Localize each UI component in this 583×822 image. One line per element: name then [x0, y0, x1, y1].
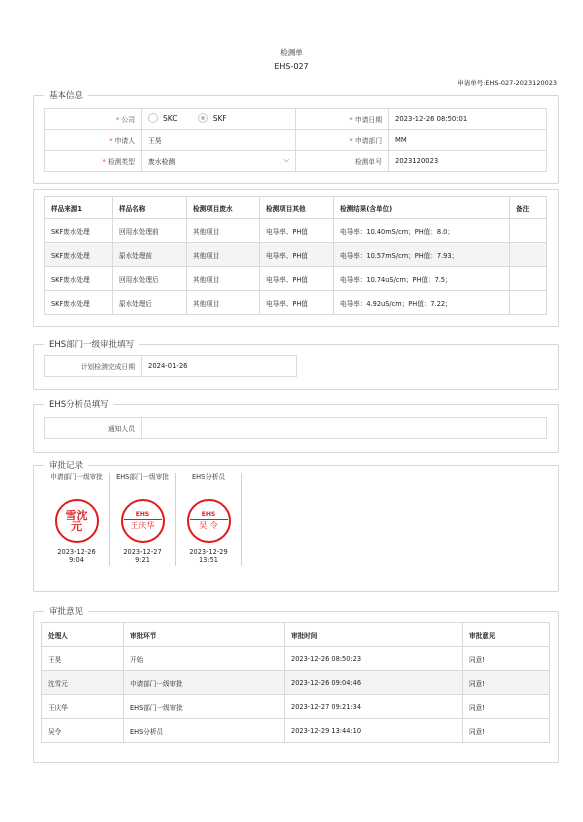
seal-char: 元 [71, 520, 82, 533]
table-cell: 其他项目 [187, 267, 260, 291]
table-cell: EHS部门一级审批 [124, 695, 285, 719]
table-row [42, 647, 550, 671]
approval-datetime: 2023-12-26 9:04 [57, 548, 96, 564]
approval-node-name: EHS分析员 [191, 473, 226, 481]
approval-records-section [33, 459, 559, 592]
table-cell: 回用水处理后 [113, 267, 187, 291]
table-cell: SKF废水处理 [45, 267, 113, 291]
table-row [45, 291, 547, 315]
table-cell: 原水处理前 [113, 243, 187, 267]
table-cell: 沈雪元 [42, 671, 124, 695]
table-cell: 2023-12-26 08:50:23 [285, 647, 463, 671]
plan-date-label: 计划检测完成日期 [45, 356, 142, 377]
table-row [42, 695, 550, 719]
basic-info-legend: 基本信息 [49, 91, 84, 101]
col-header: 检测结果(含单位) [334, 197, 510, 219]
no-label: 检测单号 [296, 151, 389, 172]
table-cell: 电导率：10.57mS/cm；PH值：7.93； [334, 243, 510, 267]
table-cell [510, 219, 547, 243]
table-cell: SKF废水处理 [45, 219, 113, 243]
opinions-header-row [42, 623, 550, 647]
table-cell: 同意! [463, 719, 550, 743]
ehs-dept-legend: EHS部门一级审批填写 [49, 340, 135, 350]
table-row [45, 219, 547, 243]
seal-char: 沈 [76, 509, 88, 522]
approval-records-list [44, 473, 558, 566]
col-header: 审批意见 [463, 623, 550, 647]
company-label: * 公司 [45, 109, 142, 130]
approval-datetime: 2023-12-29 13:51 [189, 548, 228, 564]
table-cell: 电导率：4.92uS/cm；PH值：7.22； [334, 291, 510, 315]
doc-title: 检测单 [280, 48, 303, 57]
table-cell: 同意! [463, 695, 550, 719]
radio-circle-icon [148, 113, 158, 123]
request-number: 申请单号:EHS-027-2023120023 [457, 79, 557, 87]
seal-name: 吴 令 [199, 520, 218, 530]
ehs-seal-icon [121, 499, 165, 543]
table-cell: 王昊 [42, 647, 124, 671]
dept-value[interactable]: MM [389, 130, 547, 151]
dept-label: * 申请部门 [296, 130, 389, 151]
approval-node-name: EHS部门一级审批 [116, 473, 169, 481]
table-row [42, 671, 550, 695]
approval-record-item [44, 473, 110, 566]
apply-date-label: * 申请日期 [296, 109, 389, 130]
approval-node-name: 申请部门一级审批 [50, 473, 103, 481]
seal-name: 王庆华 [130, 520, 155, 530]
col-header: 审批环节 [124, 623, 285, 647]
type-select[interactable] [142, 151, 296, 172]
col-header: 检测项目其他 [260, 197, 334, 219]
table-cell: SKF废水处理 [45, 243, 113, 267]
table-cell: 2023-12-27 09:21:34 [285, 695, 463, 719]
samples-header-row [45, 197, 547, 219]
table-cell: 电导率、PH值 [260, 291, 334, 315]
no-value: 2023120023 [389, 151, 547, 172]
personal-seal-icon [55, 499, 99, 543]
approval-record-item [110, 473, 176, 566]
samples-section [33, 189, 559, 327]
table-cell: SKF废水处理 [45, 291, 113, 315]
basic-info-table [44, 108, 547, 172]
table-cell [510, 291, 547, 315]
opinions-section [33, 605, 559, 763]
opinions-legend: 审批意见 [49, 607, 84, 617]
type-label: * 检测类型 [45, 151, 142, 172]
table-cell: 电导率：10.40mS/cm；PH值：8.0； [334, 219, 510, 243]
opinions-table [41, 622, 550, 743]
table-row [42, 719, 550, 743]
ehs-dept-section [33, 338, 559, 390]
table-cell: 其他项目 [187, 243, 260, 267]
col-header: 样品来源1 [45, 197, 113, 219]
table-cell: 2023-12-29 13:44:10 [285, 719, 463, 743]
table-cell [510, 267, 547, 291]
radio-selected-icon [198, 113, 208, 123]
col-header: 备注 [510, 197, 547, 219]
table-cell: 申请部门一级审批 [124, 671, 285, 695]
ehs-analyst-legend: EHS分析员填写 [49, 400, 109, 410]
company-radio-group [142, 109, 296, 130]
applicant-label: * 申请人 [45, 130, 142, 151]
company-radio-skc[interactable]: SKC [148, 113, 178, 123]
table-cell: 其他项目 [187, 219, 260, 243]
table-cell: EHS分析员 [124, 719, 285, 743]
table-cell: 王庆华 [42, 695, 124, 719]
table-cell: 电导率、PH值 [260, 219, 334, 243]
ehs-analyst-table [44, 417, 547, 439]
notify-label: 通知人员 [45, 418, 142, 439]
seal-header: EHS [201, 510, 216, 518]
table-cell: 电导率、PH值 [260, 243, 334, 267]
table-cell: 其他项目 [187, 291, 260, 315]
ehs-dept-table [44, 355, 297, 377]
table-cell: 开始 [124, 647, 285, 671]
table-row [45, 267, 547, 291]
table-cell: 2023-12-26 09:04:46 [285, 671, 463, 695]
notify-input[interactable] [142, 418, 547, 439]
apply-date-value[interactable]: 2023-12-26 08:50:01 [389, 109, 547, 130]
seal-char: 雪 [65, 509, 77, 522]
table-cell: 原水处理后 [113, 291, 187, 315]
table-cell: 同意! [463, 647, 550, 671]
approval-record-item [176, 473, 242, 566]
table-cell [510, 243, 547, 267]
company-radio-skf[interactable]: SKF [198, 113, 227, 123]
plan-date-value[interactable]: 2024-01-26 [142, 356, 297, 377]
approval-records-legend: 审批记录 [49, 461, 84, 471]
applicant-value[interactable]: 王昊 [142, 130, 296, 151]
table-cell: 吴令 [42, 719, 124, 743]
table-cell: 回用水处理前 [113, 219, 187, 243]
table-cell: 电导率、PH值 [260, 267, 334, 291]
ehs-seal-icon [187, 499, 231, 543]
samples-table [44, 196, 547, 315]
col-header: 检测项目废水 [187, 197, 260, 219]
table-cell: 电导率：10.74uS/cm；PH值：7.5； [334, 267, 510, 291]
table-row [45, 243, 547, 267]
ehs-analyst-section [33, 398, 559, 453]
type-select-value: 废水检测 [148, 158, 176, 166]
chevron-down-icon[interactable]: ⌵ [283, 156, 289, 164]
doc-code: EHS-027 [274, 62, 309, 71]
table-cell: 同意! [463, 671, 550, 695]
basic-info-section [33, 89, 559, 184]
col-header: 样品名称 [113, 197, 187, 219]
col-header: 处理人 [42, 623, 124, 647]
seal-header: EHS [135, 510, 150, 518]
approval-datetime: 2023-12-27 9:21 [123, 548, 162, 564]
col-header: 审批时间 [285, 623, 463, 647]
